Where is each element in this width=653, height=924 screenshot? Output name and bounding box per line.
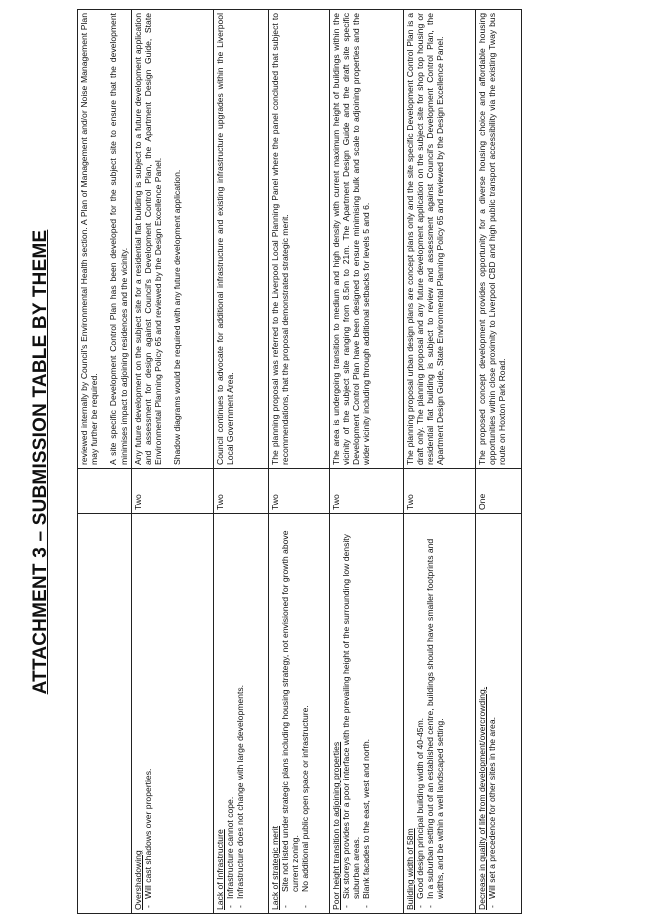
response-cell bbox=[329, 10, 403, 469]
response-text: The proposed concept development provides opportunity for a diverse housing choice and affordable housing opportunities within close proximity to Liverpool CBD and high public transport accessibility via the existing Tway bus route on Hoxton Park Road. bbox=[476, 13, 508, 465]
response-text: Shadow diagrams would be required with any future development application. bbox=[172, 169, 183, 465]
issue-cell bbox=[213, 514, 268, 914]
response-cell bbox=[78, 10, 132, 469]
response-text: Council continues to advocate for additional infrastructure and existing infrastructure upgrades within the Liverpool Local Government Area. bbox=[214, 13, 236, 465]
count-cell: Two bbox=[131, 469, 213, 514]
table-row bbox=[78, 10, 132, 914]
count-cell: Two bbox=[403, 469, 475, 514]
response-text: reviewed internally by Council's Environmental Health section. A Plan of Management and/or Noise Management Plan may further be required. bbox=[79, 13, 100, 465]
issue-cell bbox=[78, 514, 132, 914]
response-text: The area is undergoing transition to medium and high density with current maximum height of buildings within the vicinity of the subject site ranging from 8.5m to 21m. The Apartment Design Guide and the draft site specific Development Control Plan have been designed to ensure minimising bulk and scale to adjoining properties and the wider vicinity including through additional setbacks for levels 5 and 6. bbox=[330, 13, 372, 465]
table-row bbox=[475, 10, 521, 914]
table-row bbox=[131, 10, 213, 914]
count-cell: Two bbox=[268, 469, 329, 514]
response-cell bbox=[131, 10, 213, 469]
response-text: Any future development on the subject site for a residential flat building is subject to a future development application and assessment for design against Council's Development Control Plan, the Apartment Design Guide, State Environmental Planning Policy 65 and reviewed by the Design Excellence Panel. bbox=[132, 13, 164, 465]
issue-cell bbox=[475, 514, 521, 914]
table-row bbox=[213, 10, 268, 914]
issue-title: Decrease in quality of life from development/overcrowding. bbox=[476, 686, 487, 910]
count-cell: One bbox=[475, 469, 521, 514]
response-cell bbox=[213, 10, 268, 469]
issue-point: - Good design principal building width of 40-45m. bbox=[415, 517, 425, 910]
issue-cell bbox=[403, 514, 475, 914]
submission-table-body bbox=[78, 10, 522, 914]
issue-title: Poor height transition to adjoining properties bbox=[330, 741, 341, 910]
count-cell bbox=[78, 469, 132, 514]
issue-cell bbox=[329, 514, 403, 914]
issue-point: - No additional public open space or infrastructure. bbox=[300, 517, 310, 910]
page-title: ATTACHMENT 3 – SUBMISSION TABLE BY THEME bbox=[30, 229, 51, 695]
issue-point: - In a suburban setting out of an established centre, buildings should have smaller footprints and widths, and be within a well landscaped setting. bbox=[425, 517, 445, 910]
count-cell: Two bbox=[213, 469, 268, 514]
issue-point: - Six storeys provides for a poor interface with the prevailing height of the surrounding low density suburban areas. bbox=[341, 517, 361, 910]
response-cell bbox=[475, 10, 521, 469]
issue-title: Building width of 58m bbox=[404, 828, 415, 910]
issue-cell bbox=[131, 514, 213, 914]
issue-point: - Will set a precedence for other sites in the area. bbox=[487, 517, 497, 910]
table-row bbox=[268, 10, 329, 914]
issue-point: - Will cast shadows over properties. bbox=[143, 517, 153, 910]
table-row bbox=[403, 10, 475, 914]
issue-point: - Infrastructure does not change with large developments. bbox=[235, 517, 245, 910]
response-text: A site specific Development Control Plan has been developed for the subject site to ensure that the development minimises impact to adjoining residences and the vicinity. bbox=[108, 13, 129, 465]
issue-title: Lack of Infrastructure bbox=[214, 829, 225, 910]
issue-cell bbox=[268, 514, 329, 914]
response-cell bbox=[403, 10, 475, 469]
issue-title: Lack of strategic merit bbox=[269, 825, 280, 910]
table-row bbox=[329, 10, 403, 914]
issue-point: - Infrastructure cannot cope. bbox=[225, 517, 235, 910]
response-text: The planning proposal was referred to the Liverpool Local Planning Panel where the panel concluded that subject to recommendations, that the proposal demonstrated strategic merit. bbox=[269, 13, 291, 465]
count-cell: Two bbox=[329, 469, 403, 514]
issue-point: - Blank facades to the east, west and north. bbox=[361, 517, 371, 910]
issue-point: - Site not listed under strategic plans including housing strategy, not envisioned for growth above current zoning. bbox=[280, 517, 300, 910]
submission-table bbox=[77, 9, 522, 914]
issue-title: Overshadowing bbox=[132, 850, 143, 910]
response-cell bbox=[268, 10, 329, 469]
response-text: The planning proposal urban design plans are concept plans only and the site specific Development Control Plan is a draft only. The planning proposal and any future development application on the subject site for shop top housing or residential flat building is subject to review and assessment against Council's Development Control Plan, the Apartment Design Guide, State Environmental Planning Policy 65 and reviewed by the Design Excellence Panel. bbox=[404, 13, 446, 465]
